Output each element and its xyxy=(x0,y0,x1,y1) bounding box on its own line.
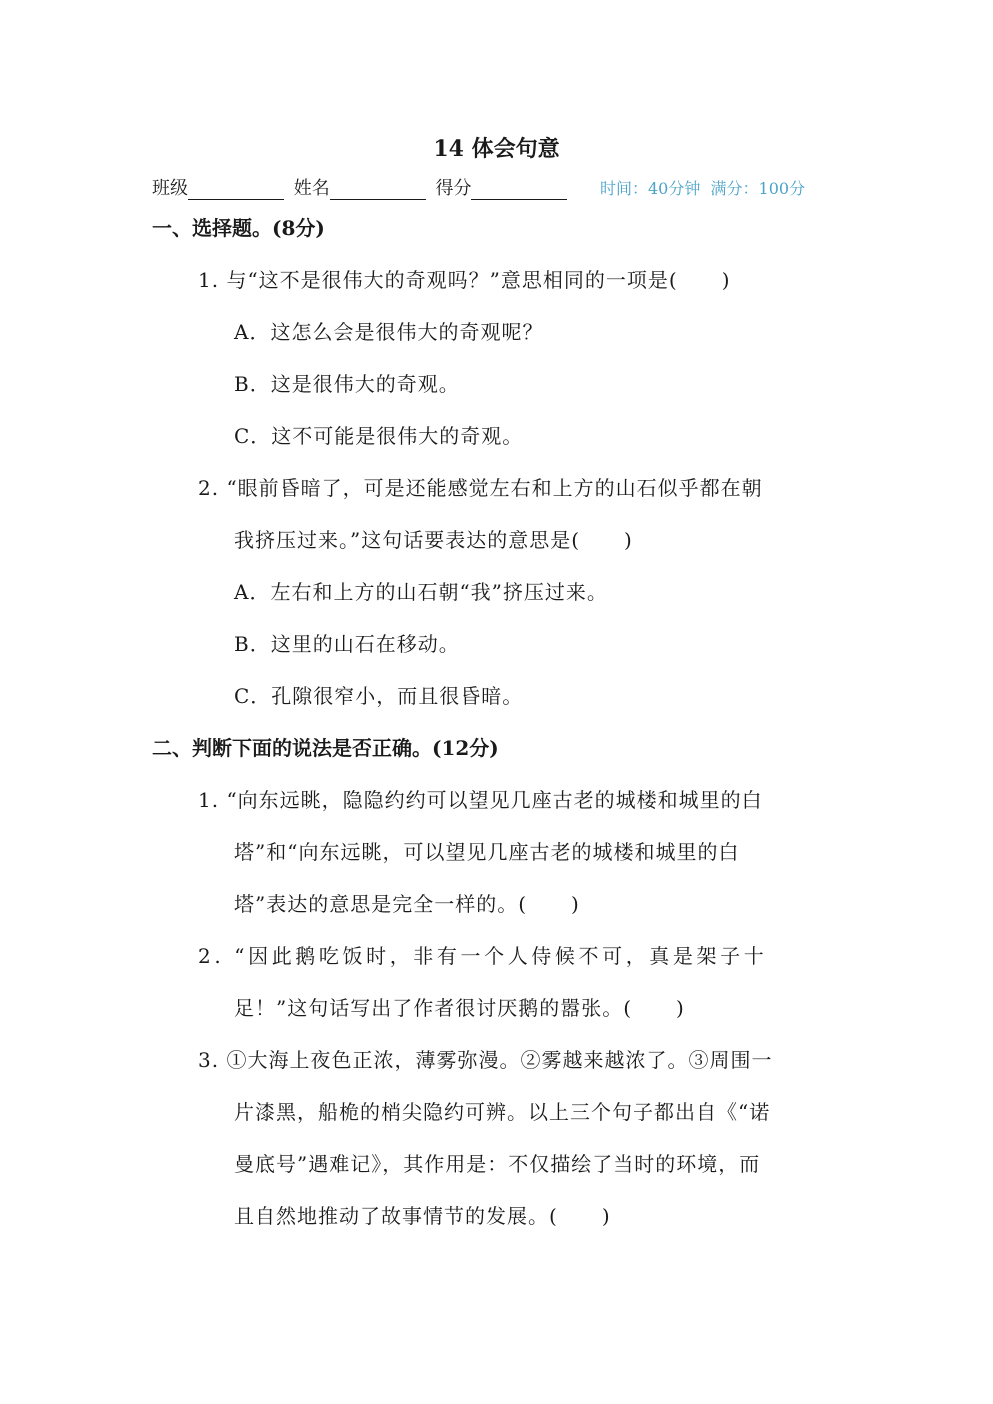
section-2-heading: 二、判断下面的说法是否正确。(12分) xyxy=(152,736,499,760)
s2-question-1 xyxy=(198,784,763,813)
page-title: 14 体会句意 xyxy=(433,136,560,162)
s2-q3-line-2: 片漆黑，船桅的梢尖隐约可辨。以上三个句子都出自《“诺 xyxy=(234,1100,771,1124)
s2-question-2 xyxy=(198,940,767,969)
s1-q1-option-a: A．这怎么会是很伟大的奇观呢？ xyxy=(234,320,544,344)
score-label: 得分 xyxy=(435,178,472,199)
score-blank xyxy=(471,179,567,200)
time-limit: 时间：40分钟 xyxy=(600,179,701,198)
name-label: 姓名 xyxy=(293,178,330,199)
question-text: “向东远眺，隐隐约约可以望见几座古老的城楼和城里的白 xyxy=(226,788,763,812)
paren-close: ) xyxy=(676,996,685,1020)
s1-q1-option-c: C．这不可能是很伟大的奇观。 xyxy=(234,424,524,448)
question-text: 足！”这句话写出了作者很讨厌鹅的嚣张。( xyxy=(234,996,633,1020)
s1-q2-option-b: B．这里的山石在移动。 xyxy=(234,632,460,656)
section-1-heading: 一、选择题。(8分) xyxy=(152,216,325,240)
s1-question-2 xyxy=(198,472,763,501)
question-number: 1. xyxy=(198,268,220,292)
s2-q3-line-3: 曼底号”遇难记》，其作用是：不仅描绘了当时的环境，而 xyxy=(234,1152,761,1176)
paren-close: ) xyxy=(721,268,731,292)
question-number: 2. xyxy=(198,944,225,968)
s2-q1-line-2: 塔”和“向东远眺，可以望见几座古老的城楼和城里的白 xyxy=(234,840,740,864)
question-number: 3. xyxy=(198,1048,220,1072)
s2-q2-line-2 xyxy=(234,992,685,1021)
s1-q2-option-c: C．孔隙很窄小，而且很昏暗。 xyxy=(234,684,524,708)
name-blank xyxy=(330,179,426,200)
s1-q2-line-2 xyxy=(234,524,633,553)
question-text: ①大海上夜色正浓，薄雾弥漫。②雾越来越浓了。③周围一 xyxy=(226,1048,773,1072)
student-info xyxy=(152,174,571,200)
exam-meta xyxy=(600,176,805,199)
question-text: 与“这不是很伟大的奇观吗？”意思相同的一项是( xyxy=(226,268,678,292)
question-text: 我挤压过来。”这句话要表达的意思是( xyxy=(234,528,581,552)
question-text: “因此鹅吃饭时，非有一个人侍候不可，真是架子十 xyxy=(234,944,768,968)
question-text: 塔”表达的意思是完全一样的。( xyxy=(234,892,528,916)
full-score: 满分：100分 xyxy=(710,179,806,198)
question-text: 且自然地推动了故事情节的发展。( xyxy=(234,1204,558,1228)
paren-close: ) xyxy=(624,528,633,552)
s2-q1-line-3 xyxy=(234,888,580,917)
paren-close: ) xyxy=(571,892,580,916)
s1-q2-option-a: A．左右和上方的山石朝“我”挤压过来。 xyxy=(234,580,608,604)
question-text: “眼前昏暗了，可是还能感觉左右和上方的山石似乎都在朝 xyxy=(226,476,763,500)
s2-q3-line-4 xyxy=(234,1200,611,1229)
class-blank xyxy=(188,179,284,200)
paren-close: ) xyxy=(601,1204,611,1228)
question-number: 1. xyxy=(198,788,220,812)
s1-q1-option-b: B．这是很伟大的奇观。 xyxy=(234,372,460,396)
question-number: 2. xyxy=(198,476,220,500)
s2-question-3 xyxy=(198,1044,772,1073)
s1-question-1 xyxy=(198,264,731,293)
class-label: 班级 xyxy=(152,178,188,199)
